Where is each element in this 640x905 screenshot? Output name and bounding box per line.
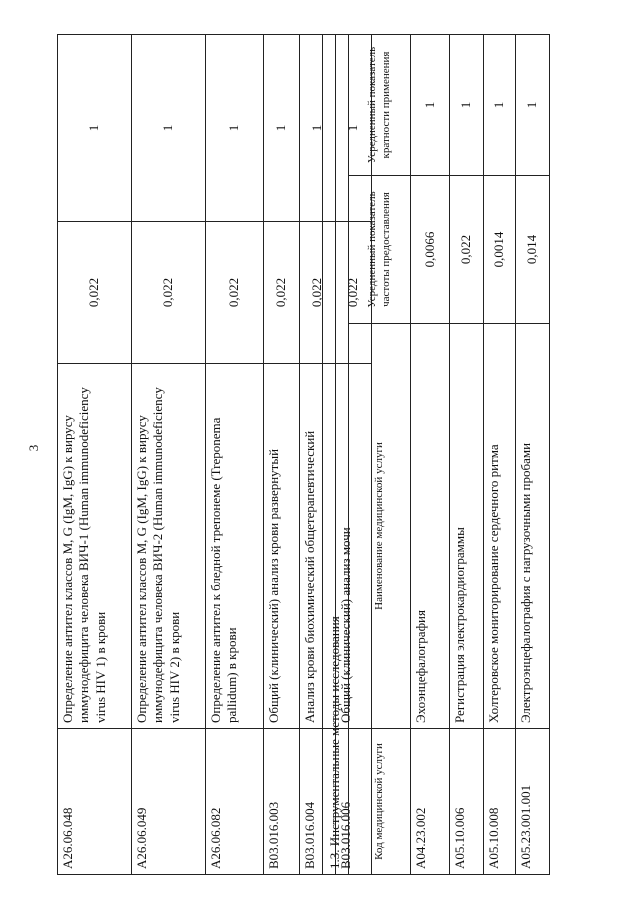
- service-code: A04.23.002: [411, 729, 450, 875]
- service-name: Определение антител классов M, G (IgM, IgG) к вирусу иммунодефицита человека ВИЧ-2 (Human immunodeficiency virus HIV 2) в крови: [132, 364, 206, 729]
- table-row: [450, 34, 484, 874]
- multiplicity-value: 1: [411, 34, 450, 175]
- table-row: [132, 35, 206, 875]
- service-name: Холтеровское мониторирование сердечного ритма: [484, 324, 516, 729]
- instrumental-methods-table: [322, 34, 550, 875]
- service-name: Электроэнцефалография с нагрузочными пробами: [516, 324, 550, 729]
- page-number: 3: [26, 444, 41, 452]
- header-multiplicity: Усредненный показатель кратности применения: [349, 34, 411, 175]
- service-name: Регистрация электрокардиограммы: [450, 324, 484, 729]
- service-name: Общий (клинический) анализ мочи: [336, 364, 372, 729]
- multiplicity-value: 1: [132, 35, 206, 222]
- multiplicity-value: 1: [516, 34, 550, 175]
- multiplicity-value: 1: [206, 35, 264, 222]
- multiplicity-value: 1: [300, 35, 336, 222]
- multiplicity-value: 1: [450, 34, 484, 175]
- service-name: Эхоэнцефалография: [411, 324, 450, 729]
- service-name: Определение антител классов M, G (IgM, IgG) к вирусу иммунодефицита человека ВИЧ-1 (Human immunodeficiency virus HIV 1) в крови: [58, 364, 132, 729]
- service-code: A05.10.008: [484, 729, 516, 875]
- multiplicity-value: 1: [58, 35, 132, 222]
- frequency-value: 0,022: [300, 222, 336, 364]
- frequency-value: 0,022: [206, 222, 264, 364]
- service-code: A26.06.049: [132, 729, 206, 875]
- service-code: B03.016.004: [300, 729, 336, 875]
- frequency-value: 0,014: [516, 176, 550, 324]
- service-code: A26.06.082: [206, 729, 264, 875]
- section-title-row: [323, 34, 349, 874]
- frequency-value: 0,022: [450, 176, 484, 324]
- table-row: [58, 35, 132, 875]
- frequency-value: 0,022: [58, 222, 132, 364]
- frequency-value: 0,022: [336, 222, 372, 364]
- multiplicity-value: 1: [484, 34, 516, 175]
- service-code: B03.016.006: [336, 729, 372, 875]
- frequency-value: 0,022: [132, 222, 206, 364]
- service-code: B03.016.003: [264, 729, 300, 875]
- service-code: A05.23.001.001: [516, 729, 550, 875]
- service-code: A05.10.006: [450, 729, 484, 875]
- service-code: A26.06.048: [58, 729, 132, 875]
- header-frequency: Усредненный показатель частоты предоставления: [349, 176, 411, 324]
- header-code: Код медицинской услуги: [349, 729, 411, 875]
- table-row: [264, 35, 300, 875]
- frequency-value: 0,022: [264, 222, 300, 364]
- frequency-value: 0,0014: [484, 176, 516, 324]
- header-name: Наименование медицинской услуги: [349, 324, 411, 729]
- table-row: [411, 34, 450, 874]
- multiplicity-value: 1: [264, 35, 300, 222]
- table-row: [516, 34, 550, 874]
- multiplicity-value: 1: [336, 35, 372, 222]
- frequency-value: 0,0066: [411, 176, 450, 324]
- header-row: [349, 34, 411, 874]
- table-row: [484, 34, 516, 874]
- section-title: 1.3. Инструментальные методы исследования: [323, 34, 349, 874]
- table-row: [206, 35, 264, 875]
- service-name: Анализ крови биохимический общетерапевтический: [300, 364, 336, 729]
- service-name: Общий (клинический) анализ крови развернутый: [264, 364, 300, 729]
- service-name: Определение антител к бледной трепонеме (Treponema pallidum) в крови: [206, 364, 264, 729]
